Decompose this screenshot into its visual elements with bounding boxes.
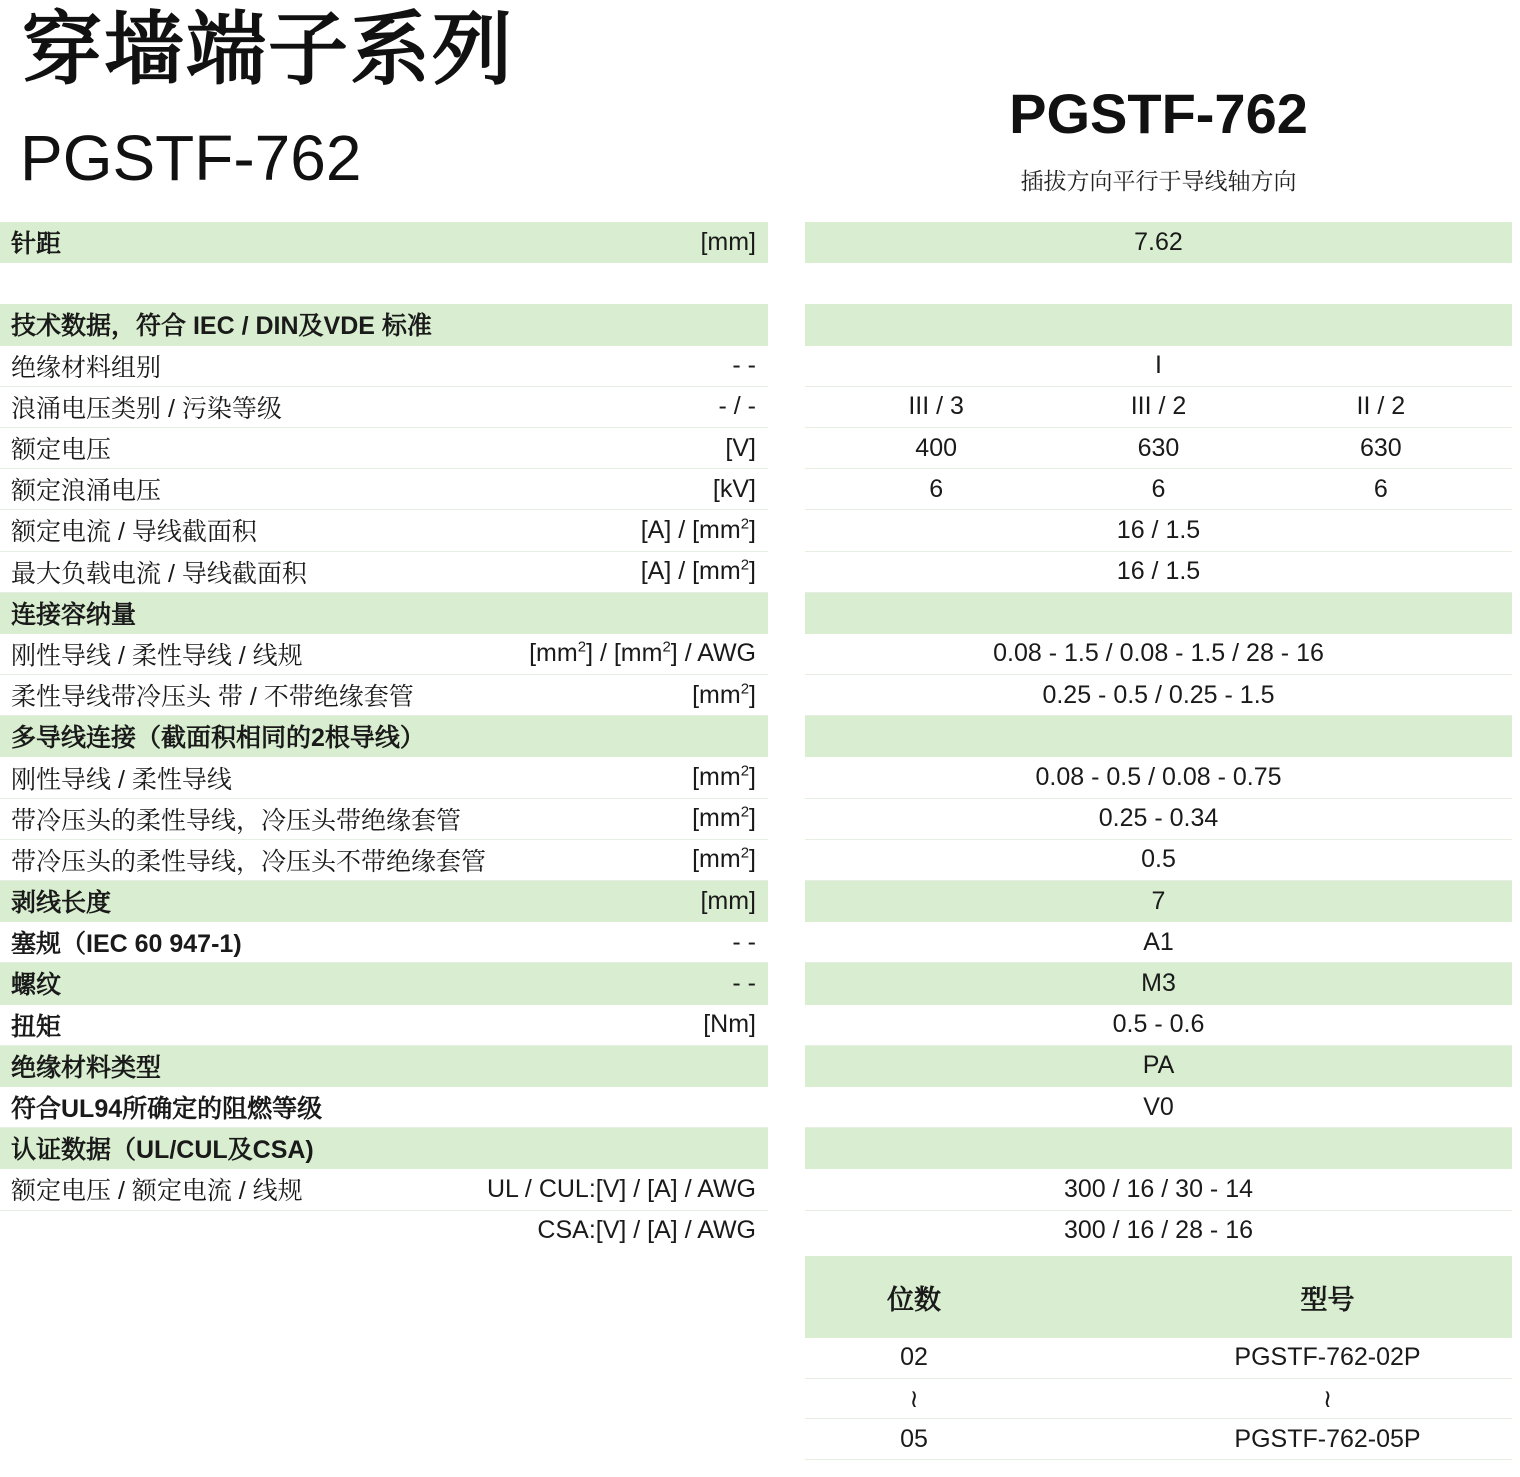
spec-value-row bbox=[805, 963, 1512, 1004]
spec-unit: $[A] / [mm^2]$ bbox=[640, 556, 756, 586]
spec-unit: - - bbox=[732, 968, 756, 997]
spec-row bbox=[0, 346, 768, 387]
spec-label-table bbox=[0, 222, 768, 1252]
spec-value: A1 bbox=[1143, 927, 1174, 956]
spec-unit: UL / CUL:[V] / [A] / AWG bbox=[486, 1174, 756, 1203]
order-row bbox=[805, 1379, 1512, 1420]
spec-unit: $[mm^2]$ bbox=[692, 803, 756, 833]
spec-row bbox=[0, 1211, 768, 1252]
spec-value: 0.08 - 1.5 / 0.08 - 1.5 / 28 - 16 bbox=[993, 639, 1324, 668]
spec-value-table bbox=[805, 222, 1512, 1252]
spec-row bbox=[0, 922, 768, 963]
spec-value: 0.08 - 0.5 / 0.08 - 0.75 bbox=[1035, 763, 1282, 792]
spec-unit: $[mm^2]$ bbox=[692, 762, 756, 792]
spec-value: V0 bbox=[1143, 1092, 1174, 1121]
spec-value-row bbox=[805, 387, 1512, 428]
spec-label: 带冷压头的柔性导线，冷压头带绝缘套管 bbox=[11, 806, 462, 835]
positions-cell: 05 bbox=[900, 1424, 928, 1453]
spec-value-row bbox=[805, 675, 1512, 716]
spec-unit: $[mm^2] / [mm^2]$ / AWG bbox=[529, 639, 756, 668]
order-row bbox=[805, 1338, 1512, 1379]
spec-label: 符合UL94所确定的阻燃等级 bbox=[11, 1095, 323, 1124]
spec-value-row bbox=[805, 346, 1512, 387]
spec-label: 连接容纳量 bbox=[11, 600, 137, 629]
spec-value: 6 bbox=[1151, 474, 1166, 503]
spec-label: 绝缘材料类型 bbox=[11, 1053, 162, 1082]
spec-row bbox=[0, 963, 768, 1004]
spec-label: 浪涌电压类别 / 污染等级 bbox=[11, 394, 282, 423]
spec-value-row bbox=[805, 469, 1512, 510]
order-table-header bbox=[805, 1256, 1512, 1338]
spec-label: 额定电压 / 额定电流 / 线规 bbox=[11, 1177, 303, 1206]
order-table bbox=[805, 1256, 1512, 1460]
spec-value: 300 / 16 / 28 - 16 bbox=[1063, 1216, 1254, 1245]
spec-value-row bbox=[805, 1211, 1512, 1252]
spec-value: III / 2 bbox=[1130, 392, 1187, 421]
spec-value: 7.62 bbox=[1134, 227, 1183, 256]
spec-row bbox=[0, 428, 768, 469]
spec-label: 塞规（IEC 60 947-1) bbox=[11, 930, 242, 959]
spec-label: 带冷压头的柔性导线，冷压头不带绝缘套管 bbox=[11, 847, 487, 876]
spec-row bbox=[0, 222, 768, 263]
product-name: PGSTF-762 bbox=[1009, 82, 1308, 145]
spec-label: 认证数据（UL/CUL及CSA) bbox=[11, 1136, 314, 1165]
spec-value-row bbox=[805, 222, 1512, 263]
spec-row bbox=[0, 1087, 768, 1128]
spec-label: 绝缘材料组别 bbox=[11, 353, 162, 382]
order-row bbox=[805, 1419, 1512, 1460]
spec-value: 7 bbox=[1151, 886, 1166, 915]
spec-unit: [kV] bbox=[712, 474, 756, 503]
spec-value: III / 3 bbox=[908, 392, 964, 421]
spec-label: 刚性导线 / 柔性导线 / 线规 bbox=[11, 641, 303, 670]
spec-value-row bbox=[805, 840, 1512, 881]
spec-row bbox=[0, 1005, 768, 1046]
spec-value: 0.25 - 0.5 / 0.25 - 1.5 bbox=[1042, 680, 1275, 709]
spec-unit: CSA:[V] / [A] / AWG bbox=[537, 1216, 756, 1245]
spec-value-row bbox=[805, 716, 1512, 757]
spec-label: 剥线长度 bbox=[11, 889, 112, 918]
spec-unit: [mm] bbox=[700, 886, 756, 915]
model-cell: ≀ bbox=[1322, 1384, 1333, 1413]
spec-row bbox=[0, 675, 768, 716]
spec-row bbox=[0, 469, 768, 510]
spec-label: 螺纹 bbox=[11, 971, 62, 1000]
spec-value-row bbox=[805, 510, 1512, 551]
product-subtitle: 插拔方向平行于导线轴方向 bbox=[1020, 168, 1297, 194]
spec-row bbox=[0, 1128, 768, 1169]
spec-label: 针距 bbox=[11, 230, 62, 259]
spec-label: 额定电流 / 导线截面积 bbox=[11, 518, 257, 547]
spec-value: M3 bbox=[1141, 968, 1176, 997]
spec-value: 630 bbox=[1359, 433, 1402, 462]
spec-value: PA bbox=[1142, 1051, 1175, 1080]
spec-label: 多导线连接（截面积相同的2根导线） bbox=[11, 724, 425, 753]
header-positions: 位数 bbox=[887, 1284, 941, 1315]
spec-row bbox=[0, 716, 768, 757]
spec-value-row bbox=[805, 304, 1512, 345]
spec-value-row bbox=[805, 1046, 1512, 1087]
spec-row bbox=[0, 1169, 768, 1210]
model-cell: PGSTF-762-05P bbox=[1234, 1424, 1421, 1453]
spec-row bbox=[0, 840, 768, 881]
spec-value: 6 bbox=[929, 474, 944, 503]
positions-cell: ≀ bbox=[909, 1384, 919, 1413]
spec-value: 0.5 - 0.6 bbox=[1112, 1010, 1205, 1039]
spec-value-row bbox=[805, 757, 1512, 798]
spec-label: 刚性导线 / 柔性导线 bbox=[11, 765, 232, 794]
spec-row bbox=[0, 1046, 768, 1087]
spec-value: 0.25 - 0.34 bbox=[1098, 804, 1219, 833]
spec-label: 技术数据，符合 IEC / DIN及VDE 标准 bbox=[11, 312, 432, 341]
spec-value-row bbox=[805, 1169, 1512, 1210]
spec-label: 扭矩 bbox=[11, 1012, 62, 1041]
model-title: PGSTF-762 bbox=[20, 122, 362, 194]
spec-label: 额定浪涌电压 bbox=[11, 477, 162, 506]
spec-row bbox=[0, 881, 768, 922]
spec-value-row bbox=[805, 593, 1512, 634]
spec-value: 16 / 1.5 bbox=[1116, 515, 1201, 544]
spec-value: 400 bbox=[915, 433, 958, 462]
spec-value-row bbox=[805, 263, 1512, 304]
spec-unit: $[mm^2]$ bbox=[692, 845, 756, 874]
spec-row bbox=[0, 510, 768, 551]
model-cell: PGSTF-762-02P bbox=[1234, 1343, 1421, 1372]
spec-label: 额定电压 bbox=[11, 436, 112, 465]
spec-value: 630 bbox=[1137, 433, 1180, 462]
spec-value-row bbox=[805, 799, 1512, 840]
spec-row bbox=[0, 263, 768, 304]
spec-value: 6 bbox=[1373, 474, 1388, 503]
positions-cell: 02 bbox=[900, 1343, 928, 1372]
spec-value-row bbox=[805, 552, 1512, 593]
spec-unit: - - bbox=[732, 927, 756, 956]
spec-value-row bbox=[805, 1128, 1512, 1169]
spec-value: 16 / 1.5 bbox=[1116, 557, 1201, 586]
header-model: 型号 bbox=[1300, 1284, 1355, 1315]
spec-value-row bbox=[805, 922, 1512, 963]
spec-value-row bbox=[805, 881, 1512, 922]
spec-row bbox=[0, 757, 768, 798]
spec-row bbox=[0, 304, 768, 345]
spec-value-row bbox=[805, 1087, 1512, 1128]
spec-row bbox=[0, 593, 768, 634]
spec-row bbox=[0, 634, 768, 675]
spec-value: 300 / 16 / 30 - 14 bbox=[1063, 1174, 1254, 1203]
spec-label: 最大负载电流 / 导线截面积 bbox=[11, 559, 307, 588]
spec-value: 0.5 bbox=[1141, 845, 1176, 874]
spec-value: I bbox=[1155, 351, 1162, 380]
series-title: 穿墙端子系列 bbox=[22, 5, 514, 94]
spec-unit: - - bbox=[732, 351, 756, 380]
spec-value-row bbox=[805, 428, 1512, 469]
spec-row bbox=[0, 552, 768, 593]
spec-value: II / 2 bbox=[1356, 392, 1406, 421]
spec-unit: - / - bbox=[718, 392, 756, 421]
spec-unit: [mm] bbox=[700, 227, 756, 256]
spec-unit: $[A] / [mm^2]$ bbox=[640, 515, 756, 544]
spec-row bbox=[0, 387, 768, 428]
spec-value-row bbox=[805, 634, 1512, 675]
spec-unit: [V] bbox=[725, 433, 756, 462]
spec-row bbox=[0, 799, 768, 840]
spec-unit: $[mm^2]$ bbox=[692, 680, 756, 709]
spec-label: 柔性导线带冷压头 带 / 不带绝缘套管 bbox=[11, 683, 414, 712]
spec-unit: [Nm] bbox=[703, 1010, 756, 1039]
spec-value-row bbox=[805, 1005, 1512, 1046]
